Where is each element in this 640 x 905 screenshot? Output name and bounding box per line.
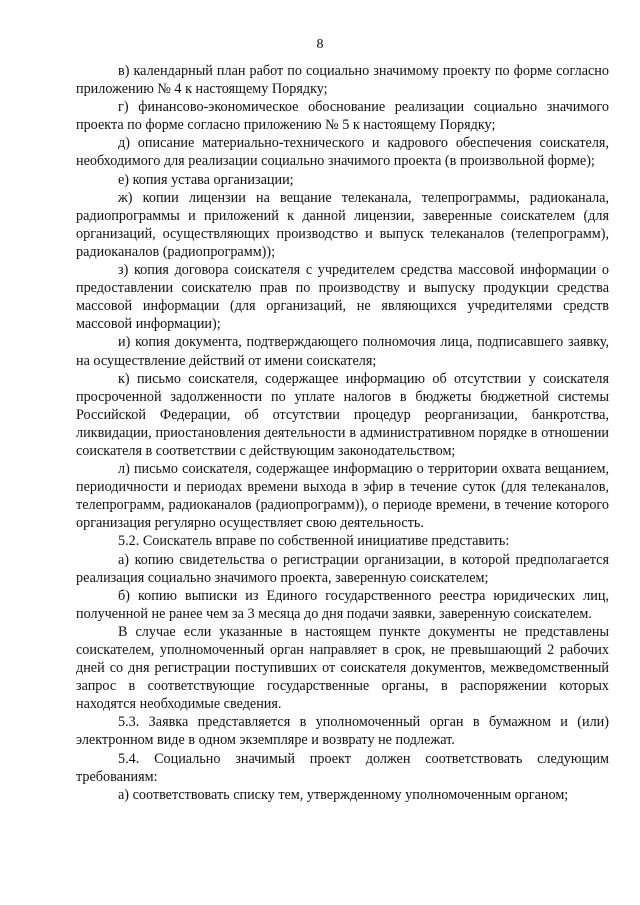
document-body: [76, 62, 609, 804]
paragraph-l: л) письмо соискателя, содержащее информацию о территории охвата вещанием, периодичности и периодах времени выхода в эфир в течение суток (для телеканалов, телепрограмм, радиоканалов (радиопрограмм)), о периоде времени, в течение которого организация регулярно осуществляет свою деятельность.: [76, 461, 609, 532]
paragraph-5-2-a: а) копию свидетельства о регистрации организации, в которой предполагается реализация социально значимого проекта, заверенную соискателем;: [76, 551, 609, 586]
section-5-3: 5.3. Заявка представляется в уполномоченный орган в бумажном и (или) электронном виде в одном экземпляре и возврату не подлежат.: [76, 714, 609, 749]
paragraph-i: и) копия документа, подтверждающего полномочия лица, подписавшего заявку, на осуществление действий от имени соискателя;: [76, 334, 609, 369]
paragraph-zh: ж) копии лицензии на вещание телеканала, телепрограммы, радиоканала, радиопрограммы и приложений к данной лицензии, заверенные соискателем (для организаций, осуществляющих производство и выпуск телеканалов (телепрограмм), радиоканалов (радиопрограмм));: [76, 189, 609, 260]
paragraph-e: е) копия устава организации;: [118, 171, 294, 188]
section-5-2: 5.2. Соискатель вправе по собственной инициативе представить:: [118, 533, 510, 550]
paragraph-z: з) копия договора соискателя с учредителем средства массовой информации о предоставлении соискателю прав по производству и выпуску продукции средства массовой информации (для организаций, не являющихся учредителями средств массовой информации);: [76, 262, 609, 333]
paragraph-g: г) финансово-экономическое обоснование реализации социально значимого проекта по форме согласно приложению № 5 к настоящему Порядку;: [76, 99, 609, 134]
section-5-4: 5.4. Социально значимый проект должен соответствовать следующим требованиям:: [76, 750, 609, 785]
paragraph-v: в) календарный план работ по социально значимому проекту по форме согласно приложению № 4 к настоящему Порядку;: [76, 63, 609, 98]
paragraph-5-2-b: б) копию выписки из Единого государственного реестра юридических лиц, полученной не ранее чем за 3 месяца до дня подачи заявки, заверенную соискателем.: [76, 587, 609, 622]
paragraph-d: д) описание материально-технического и кадрового обеспечения соискателя, необходимого для реализации социально значимого проекта (в произвольной форме);: [76, 135, 609, 170]
page-number: 8: [316, 37, 324, 52]
paragraph-5-4-a: а) соответствовать списку тем, утвержденному уполномоченным органом;: [118, 786, 569, 803]
paragraph-k: к) письмо соискателя, содержащее информацию об отсутствии у соискателя просроченной задолженности по уплате налогов в бюджеты бюджетной системы Российской Федерации, об отсутствии процедур реорганизации, банкротства, ликвидации, приостановления деятельности в административном порядке в отношении соискателя в соответствии с действующим законодательством;: [76, 370, 609, 459]
paragraph-interagency-request: В случае если указанные в настоящем пункте документы не представлены соискателем, уполномоченный орган направляет в срок, не превышающий 2 рабочих дней со дня регистрации поступивших от соискателя документов, межведомственный запрос в соответствующие государственные органы, в распоряжении которых находятся необходимые сведения.: [76, 623, 609, 713]
